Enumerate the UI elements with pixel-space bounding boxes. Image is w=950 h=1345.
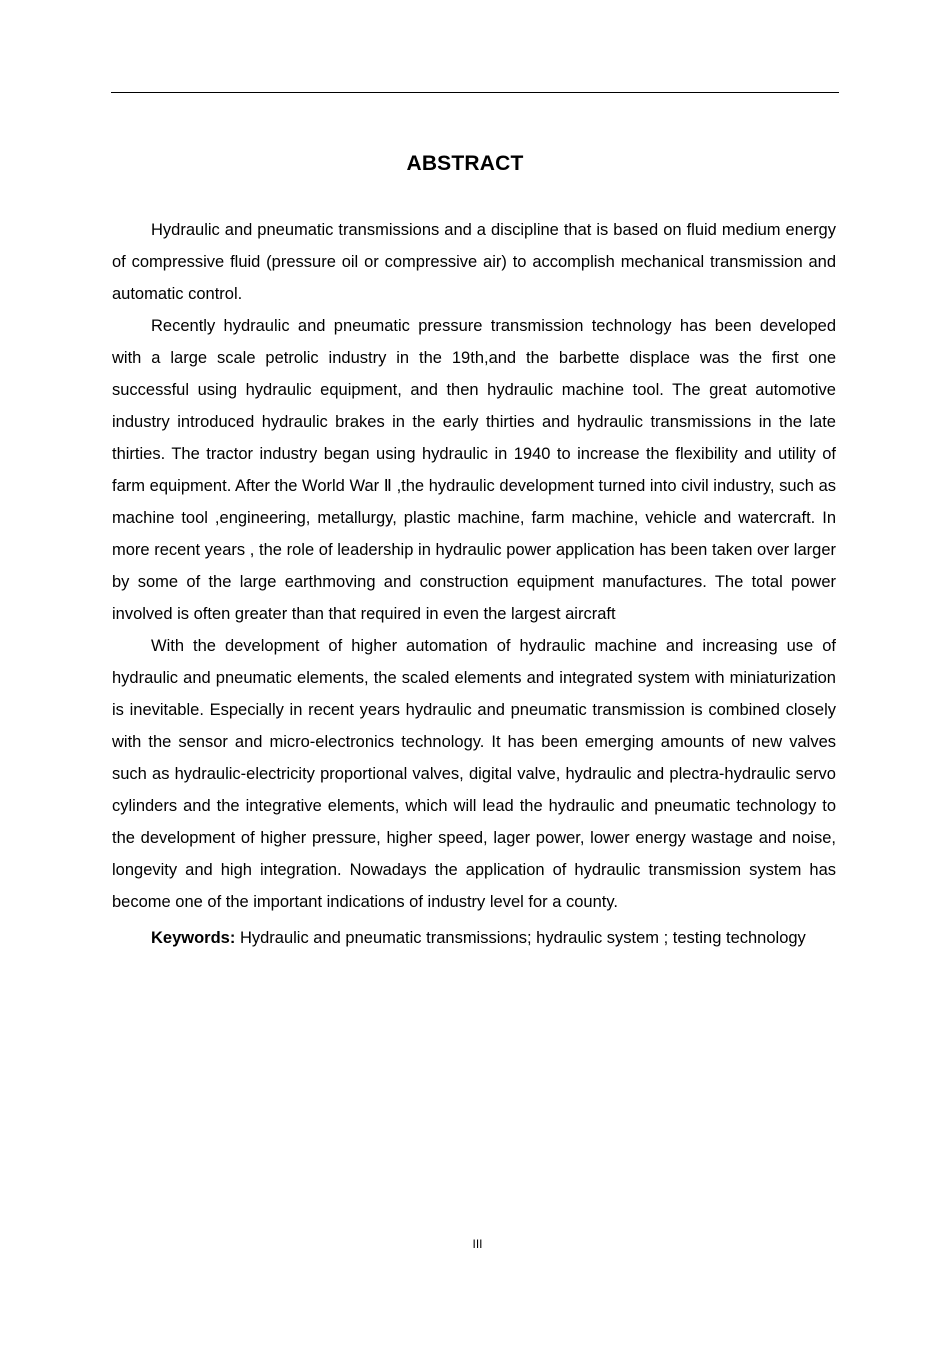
abstract-paragraph-3: With the development of higher automation of hydraulic machine and increasing use of hydraulic and pneumatic elements, the scaled elements and integrated system with miniaturization is inevitable. Especially in recent years hydraulic and pneumatic transmission is combined closely with the sensor and micro-electronics technology. It has been emerging amounts of new valves such as hydraulic-electricity proportional valves, digital valve, hydraulic and plectra-hydraulic servo cylinders and the integrative elements, which will lead the hydraulic and pneumatic technology to the development of higher pressure, higher speed, lager power, lower energy wastage and noise, longevity and high integration. Nowadays the application of hydraulic transmission system has become one of the important indications of industry level for a county. <box>112 637 836 911</box>
header-rule <box>111 92 839 93</box>
page-number: III <box>472 1237 483 1251</box>
abstract-paragraph-1: Hydraulic and pneumatic transmissions and a discipline that is based on fluid medium energy of compressive fluid (pressure oil or compressive air) to accomplish mechanical transmission and automatic control. <box>112 221 836 303</box>
abstract-body <box>112 214 836 954</box>
keywords-line <box>112 923 836 954</box>
abstract-title: ABSTRACT <box>406 152 524 175</box>
keywords-label: Keywords: <box>151 929 236 947</box>
keywords-text: Hydraulic and pneumatic transmissions; hydraulic system ; testing technology <box>239 929 806 947</box>
abstract-paragraph-2: Recently hydraulic and pneumatic pressure transmission technology has been developed with a large scale petrolic industry in the 19th,and the barbette displace was the first one successful using hydraulic equipment, and then hydraulic machine tool. The great automotive industry introduced hydraulic brakes in the early thirties and hydraulic transmissions in the late thirties. The tractor industry began using hydraulic in 1940 to increase the flexibility and utility of farm equipment. After the World War Ⅱ ,the hydraulic development turned into civil industry, such as machine tool ,engineering, metallurgy, plastic machine, farm machine, vehicle and watercraft. In more recent years , the role of leadership in hydraulic power application has been taken over larger by some of the large earthmoving and construction equipment manufactures. The total power involved is often greater than that required in even the largest aircraft <box>112 317 836 623</box>
